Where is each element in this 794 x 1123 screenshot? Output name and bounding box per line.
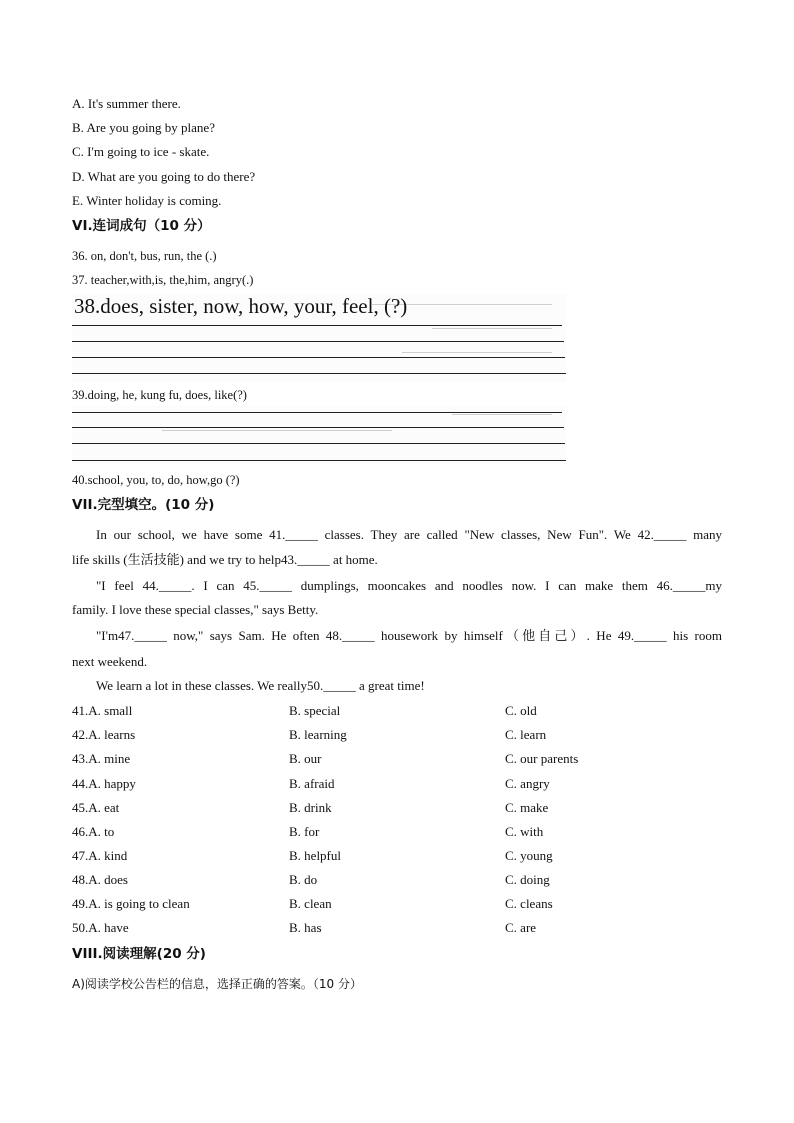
choice-50-b: B. has	[289, 920, 322, 935]
choice-43-a: 43.A. mine	[72, 751, 131, 766]
section-viii-instruction: A)阅读学校公告栏的信息，选择正确的答案。（10 分）	[72, 977, 362, 991]
choice-42-c: C. learn	[505, 727, 547, 742]
passage-line: In our school, we have some 41._____ classes. They are called "New classes, New Fun". We 42._____ many	[96, 527, 722, 542]
choice-47-a: 47.A. kind	[72, 848, 128, 863]
option-d: D. What are you going to do there?	[72, 169, 256, 184]
choice-46-c: C. with	[505, 824, 544, 839]
choice-43-c: C. our parents	[505, 751, 579, 766]
question-36: 36. on, don't, bus, run, the (.)	[72, 249, 217, 263]
option-c: C. I'm going to ice - skate.	[72, 144, 210, 159]
choice-45-a: 45.A. eat	[72, 800, 120, 815]
choice-41-b: B. special	[289, 703, 341, 718]
passage-line: "I feel 44._____. I can 45._____ dumplings, mooncakes and noodles now. I can make them 46._____my	[96, 578, 722, 593]
choice-49-b: B. clean	[289, 896, 332, 911]
choice-45-b: B. drink	[289, 800, 332, 815]
choice-50-a: 50.A. have	[72, 920, 129, 935]
answer-lines-39	[72, 406, 566, 464]
passage-line: "I'm47._____ now," says Sam. He often 48._____ housework by himself（他自己）. He 49._____ his room	[96, 628, 722, 643]
choice-47-c: C. young	[505, 848, 553, 863]
choice-42-a: 42.A. learns	[72, 727, 136, 742]
choice-46-a: 46.A. to	[72, 824, 115, 839]
answer-lines-38	[72, 294, 566, 382]
choice-45-c: C. make	[505, 800, 549, 815]
choice-49-c: C. cleans	[505, 896, 553, 911]
choice-48-b: B. do	[289, 872, 318, 887]
question-40: 40.school, you, to, do, how,go (?)	[72, 473, 240, 487]
choice-43-b: B. our	[289, 751, 322, 766]
choice-48-a: 48.A. does	[72, 872, 128, 887]
choice-44-a: 44.A. happy	[72, 776, 136, 791]
choice-48-c: C. doing	[505, 872, 550, 887]
option-a: A. It's summer there.	[72, 96, 181, 111]
choice-50-c: C. are	[505, 920, 537, 935]
question-39: 39.doing, he, kung fu, does, like(?)	[72, 388, 247, 402]
passage-line: We learn a lot in these classes. We really50._____ a great time!	[96, 678, 425, 693]
choice-41-a: 41.A. small	[72, 703, 133, 718]
choice-46-b: B. for	[289, 824, 320, 839]
passage-line: life skills (生活技能) and we try to help43._____ at home.	[72, 552, 378, 567]
choice-44-c: C. angry	[505, 776, 550, 791]
question-38: 38.does, sister, now, how, your, feel, (?)	[74, 294, 408, 318]
choice-49-a: 49.A. is going to clean	[72, 896, 190, 911]
choice-47-b: B. helpful	[289, 848, 341, 863]
section-vii-title: VII.完型填空。(10 分)	[72, 497, 215, 513]
question-37: 37. teacher,with,is, the,him, angry(.)	[72, 273, 254, 287]
section-vi-title: VI.连词成句（10 分）	[72, 218, 211, 234]
choice-44-b: B. afraid	[289, 776, 335, 791]
passage-line: family. I love these special classes," says Betty.	[72, 602, 319, 617]
passage-line: next weekend.	[72, 654, 148, 669]
choice-42-b: B. learning	[289, 727, 347, 742]
section-viii-title: VIII.阅读理解(20 分)	[72, 946, 206, 962]
option-b: B. Are you going by plane?	[72, 120, 215, 135]
option-e: E. Winter holiday is coming.	[72, 193, 222, 208]
choice-41-c: C. old	[505, 703, 537, 718]
